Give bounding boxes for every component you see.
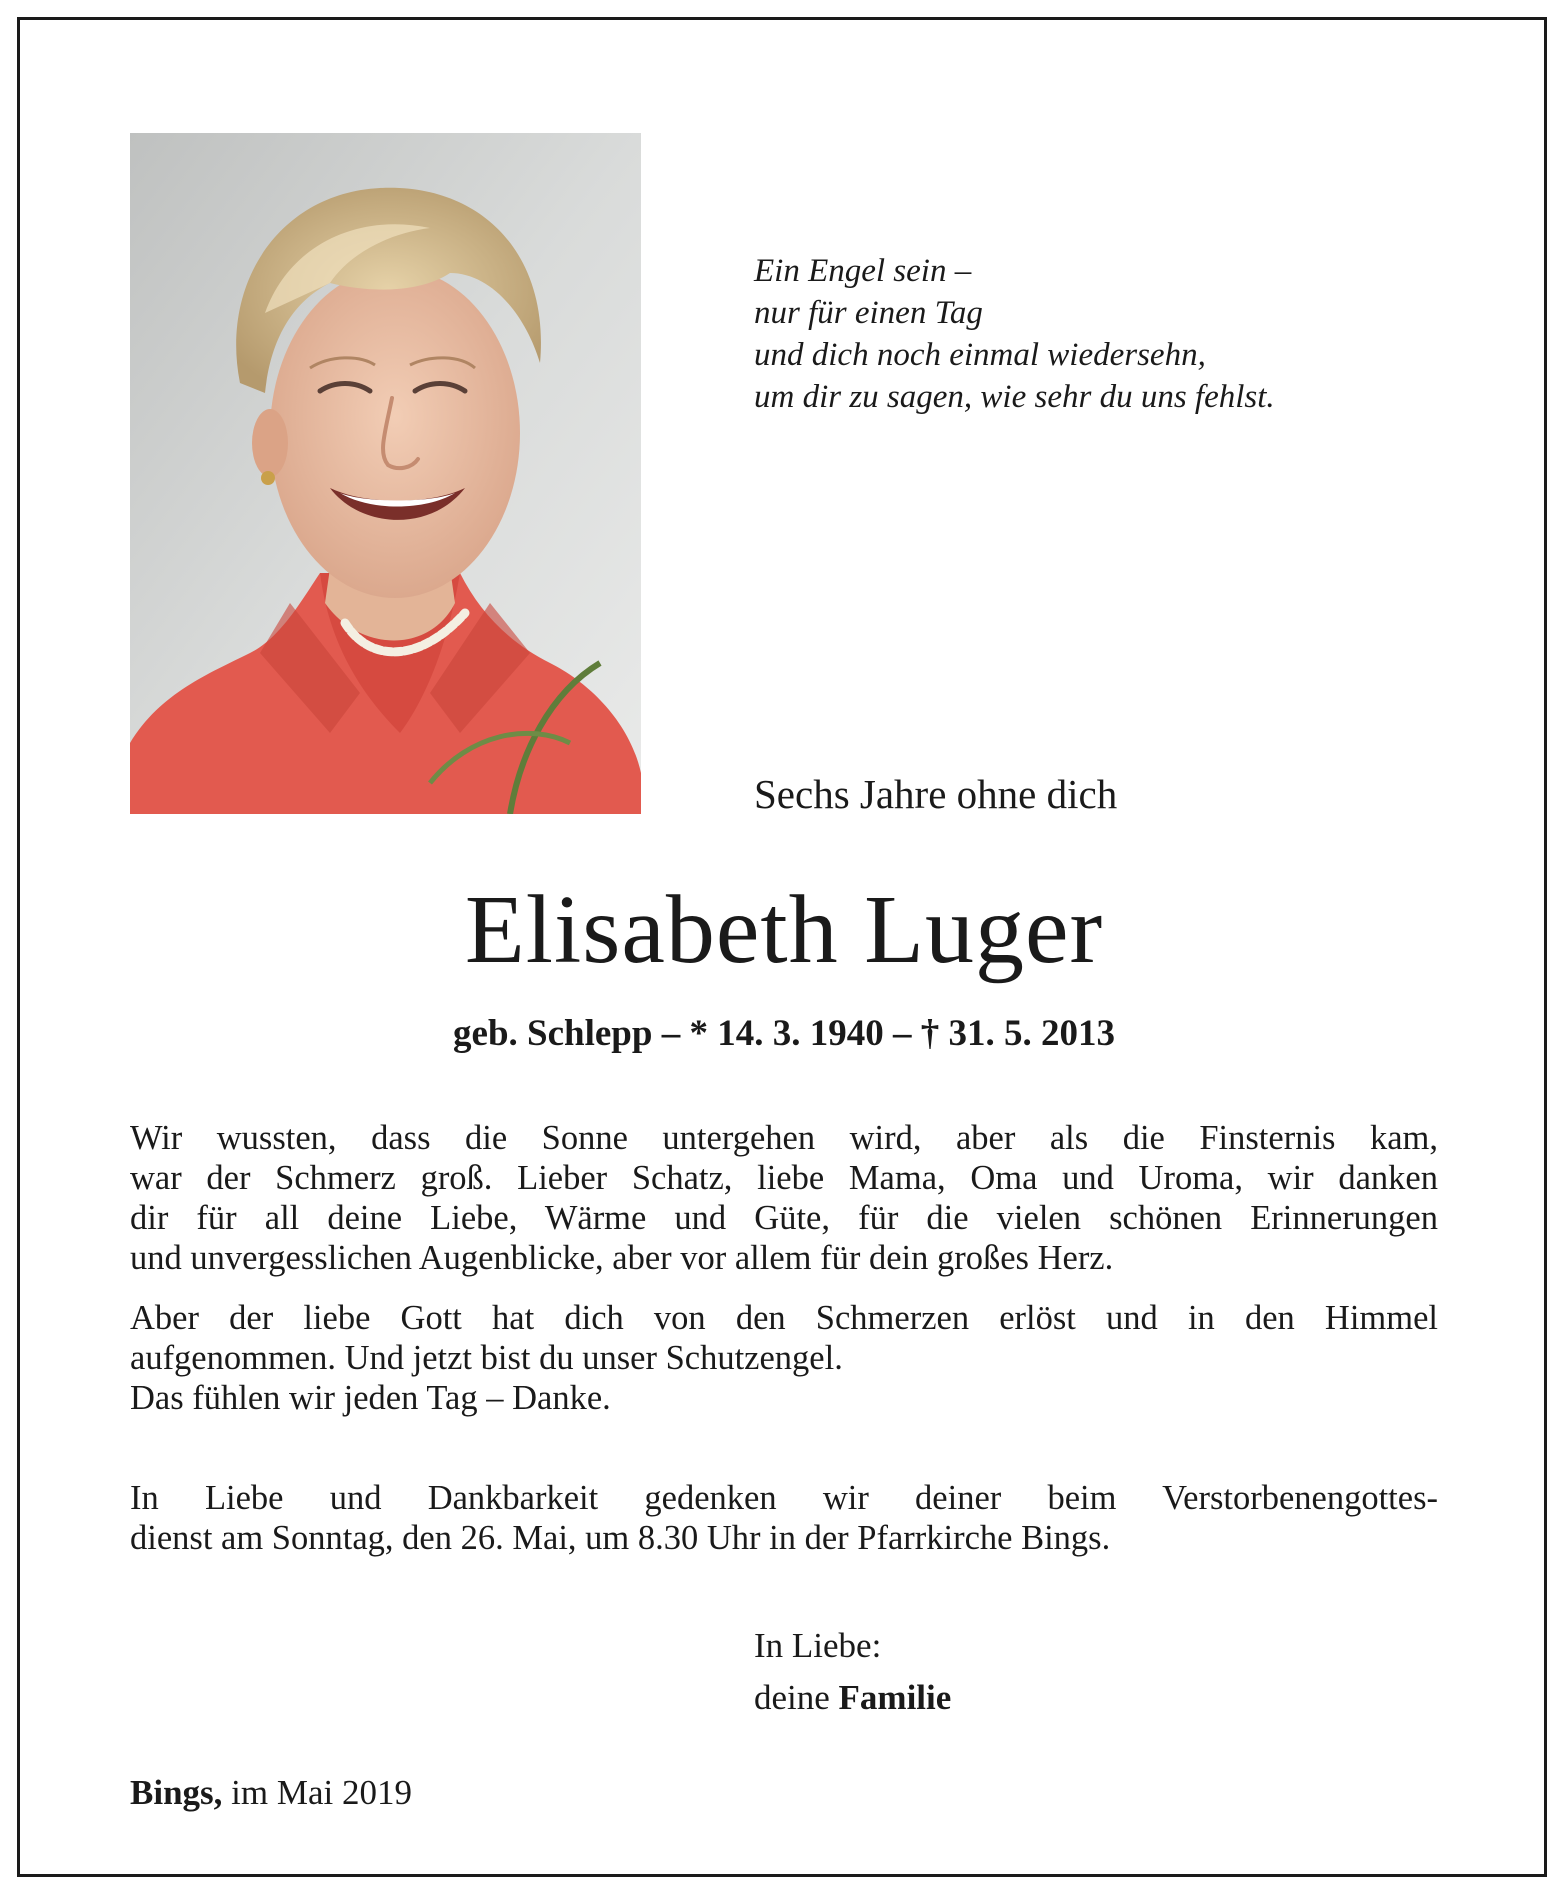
paragraph-memorial-service [130,1478,1438,1558]
poem-line: nur für einen Tag [754,295,983,331]
paragraph-line: dir für all deine Liebe, Wärme und Güte, für die vielen schönen Erinnerungen [130,1199,1438,1237]
paragraph-line: Aber der liebe Gott hat dich von den Schmerzen erlöst und in den Himmel [130,1299,1438,1337]
footer-date: im Mai 2019 [231,1773,412,1812]
anniversary-subtitle: Sechs Jahre ohne dich [754,771,1118,817]
poem-line: Ein Engel sein – [754,253,972,289]
paragraph-thanks [130,1378,1438,1418]
paragraph-line: und unvergesslichen Augenblicke, aber vor allem für dein großes Herz. [130,1239,1114,1277]
paragraph-line: Wir wussten, dass die Sonne untergehen wird, aber als die Finsternis kam, [130,1119,1438,1157]
footer-place: Bings, [130,1773,223,1812]
paragraph-line: In Liebe und Dankbarkeit gedenken wir deiner beim Verstorbenengottes- [130,1479,1438,1517]
signature-prefix: deine [754,1678,830,1717]
paragraph-line: war der Schmerz groß. Lieber Schatz, liebe Mama, Oma und Uroma, wir danken [130,1159,1438,1197]
memorial-poem [754,250,1454,418]
paragraph-line: Das fühlen wir jeden Tag – Danke. [130,1379,611,1417]
poem-line: um dir zu sagen, wie sehr du uns fehlst. [754,379,1275,415]
signature-family-line [754,1672,951,1724]
paragraph-guardian-angel [130,1298,1438,1378]
signature-intro: In Liebe: [754,1626,882,1665]
paragraph-line: dienst am Sonntag, den 26. Mai, um 8.30 Uhr in der Pfarrkirche Bings. [130,1519,1111,1557]
birth-death-dates: geb. Schlepp – * 14. 3. 1940 – † 31. 5. 2013 [453,1013,1115,1054]
place-date-line [130,1773,412,1813]
portrait-photo [130,133,641,814]
signature-family: Familie [838,1678,952,1717]
signature-block [754,1620,951,1724]
deceased-name: Elisabeth Luger [464,876,1104,984]
paragraph-line: aufgenommen. Und jetzt bist du unser Schutzengel. [130,1339,843,1377]
paragraph-remembrance [130,1118,1438,1278]
poem-line: und dich noch einmal wiedersehn, [754,337,1206,373]
